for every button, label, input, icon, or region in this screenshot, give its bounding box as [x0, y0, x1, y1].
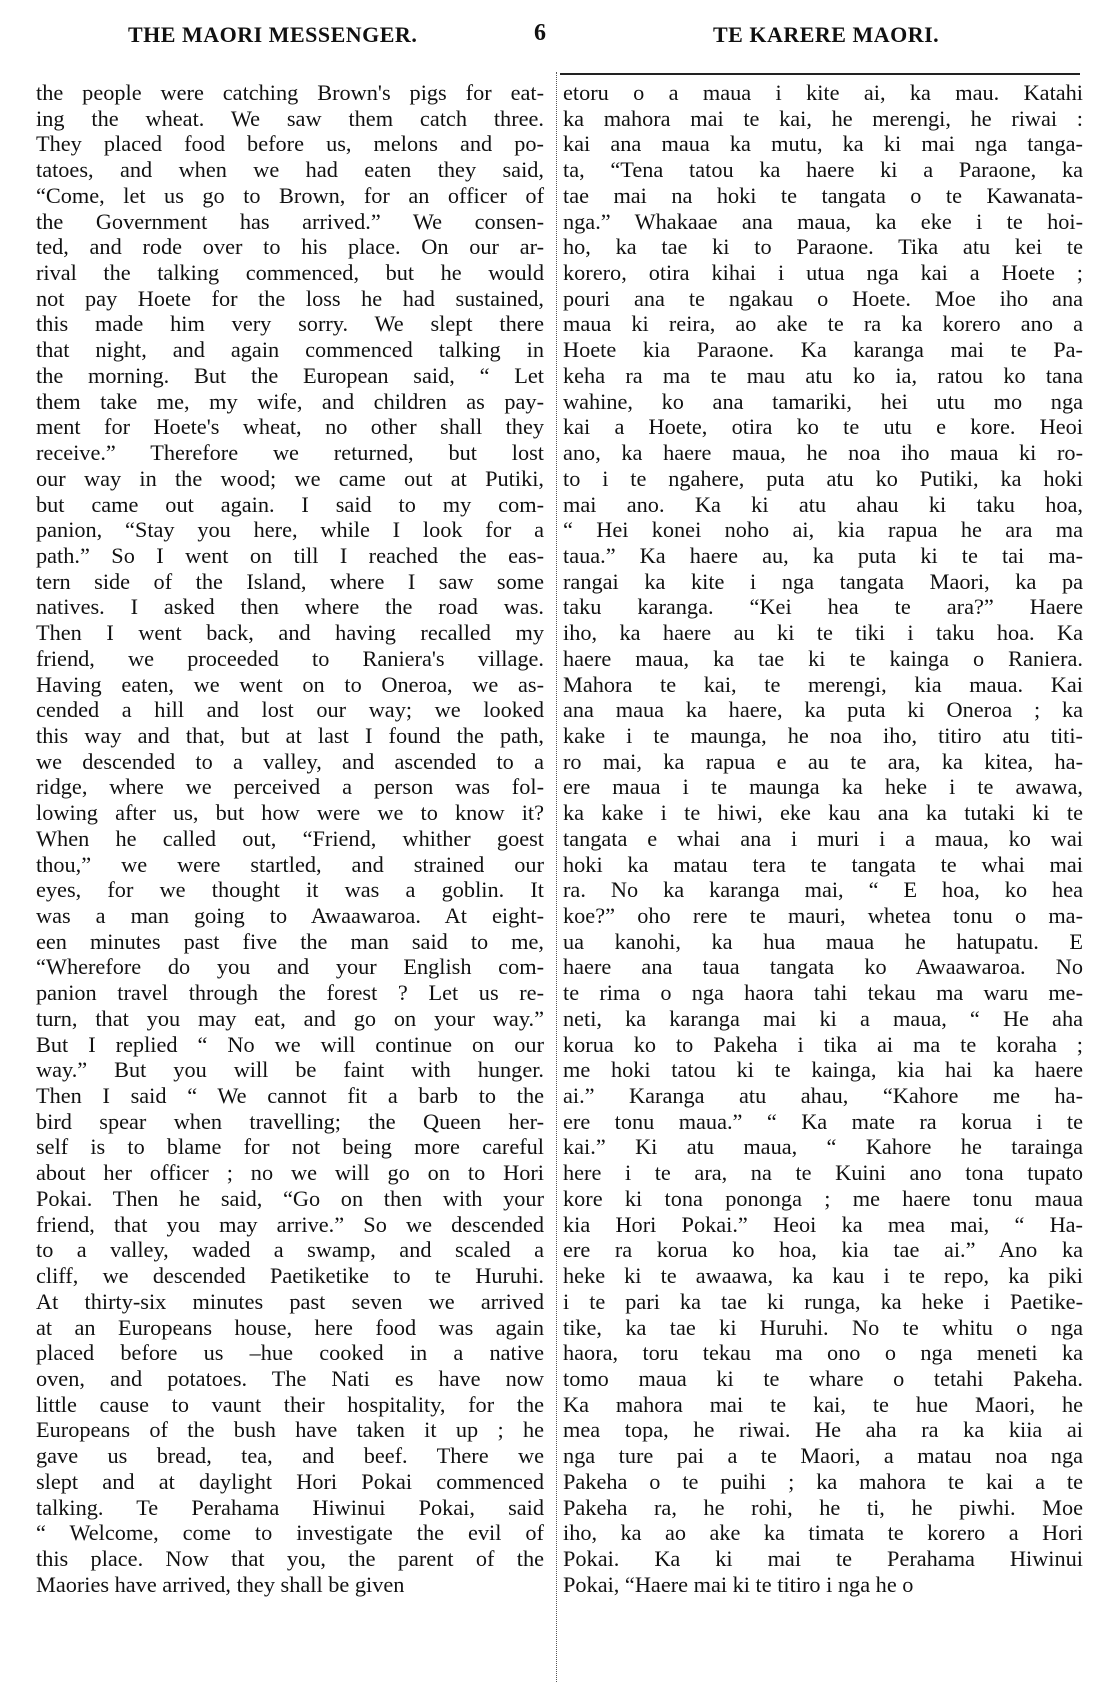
text-line: koe?” oho rere te mauri, whetea tonu o ma-: [563, 903, 1083, 928]
text-line: At thirty-six minutes past seven we arrived: [36, 1288, 544, 1314]
text-line: tatoes, and when we had eaten they said,: [36, 157, 544, 183]
text-line: kia Hori Pokai.” Heoi ka mea mai, “ Ha-: [563, 1211, 1083, 1237]
text-line: the morning. But the European said, “ Let: [36, 362, 544, 388]
text-line: friend, that you may arrive.” So we descended: [36, 1211, 544, 1237]
text-line: ai.” Karanga atu ahau, “Kahore me ha-: [563, 1083, 1083, 1109]
text-line: oven, and potatoes. The Nati es have now: [36, 1365, 544, 1391]
text-line: cliff, we descended Paetiketike to te Huruhi.: [36, 1263, 544, 1289]
text-line: heke ki te awaawa, ka kau i te repo, ka piki: [563, 1263, 1083, 1289]
text-line: “Come, let us go to Brown, for an officer of: [36, 182, 544, 208]
text-line: i te pari ka tae ki runga, ka heke i Paetike-: [563, 1288, 1083, 1314]
text-line: maua ki reira, ao ake te ra ka korero ano a: [563, 311, 1083, 337]
text-line: ka kake i te hiwi, eke kau ana ka tutaki ki te: [563, 800, 1083, 826]
text-line: tangata e whai ana i muri i a maua, ko wai: [563, 825, 1083, 851]
text-line: ing the wheat. We saw them catch three.: [36, 105, 544, 131]
text-line: to a valley, waded a swamp, and scaled a: [36, 1237, 544, 1263]
text-line: little cause to vaunt their hospitality, for the: [36, 1391, 544, 1417]
text-line: kai ana maua ka mutu, ka ki mai nga tanga-: [563, 131, 1083, 157]
text-line: korua ko to Pakeha i tika ai ma te koraha ;: [563, 1031, 1083, 1057]
text-line: Pakeha o te puihi ; ka mahora te kai a te: [563, 1468, 1083, 1494]
text-line: tomo maua ki te whare o tetahi Pakeha.: [563, 1365, 1083, 1391]
text-line: “ Welcome, come to investigate the evil of: [36, 1520, 544, 1546]
text-line: this place. Now that you, the parent of the: [36, 1545, 544, 1571]
text-line: not pay Hoete for the loss he had sustained,: [36, 285, 544, 311]
text-line: ted, and rode over to his place. On our ar-: [36, 234, 544, 260]
text-line: placed before us –hue cooked in a native: [36, 1340, 544, 1366]
text-line: Europeans of the bush have taken it up ; he: [36, 1417, 544, 1443]
text-line: “Wherefore do you and your English com-: [36, 954, 544, 980]
text-line: Then I said “ We cannot fit a barb to the: [36, 1083, 544, 1109]
text-line: here i te ara, na te Kuini ano tona tupato: [563, 1160, 1083, 1186]
text-line: pouri ana te ngakau o Hoete. Moe iho ana: [563, 285, 1083, 311]
text-line: about her officer ; no we will go on to Hori: [36, 1160, 544, 1186]
text-line: Then I went back, and having recalled my: [36, 620, 544, 646]
text-line: ra. No ka karanga mai, “ E hoa, ko hea: [563, 877, 1083, 903]
column-divider: [556, 72, 557, 1682]
text-line: kai a Hoete, otira ko te utu e kore. Heoi: [563, 414, 1083, 440]
text-line: was a man going to Awaawaroa. At eight-: [36, 903, 544, 928]
text-line: Pakeha ra, he rohi, he ti, he piwhi. Moe: [563, 1494, 1083, 1520]
text-line: panion, “Stay you here, while I look for a: [36, 517, 544, 543]
text-line: me hoki tatou ki te kainga, kia hai ka haere: [563, 1057, 1083, 1083]
text-line: iho, ka haere au ki te tiki i taku hoa. Ka: [563, 620, 1083, 646]
text-line: Pokai, “Haere mai ki te titiro i nga he o: [563, 1571, 914, 1597]
text-line: wahine, ko ana tamariki, hei utu mo nga: [563, 388, 1083, 414]
text-line: thou,” we were startled, and strained our: [36, 851, 544, 877]
text-line: etoru o a maua i kite ai, ka mau. Katahi: [563, 80, 1083, 105]
text-line: our way in the wood; we came out at Putiki,: [36, 465, 544, 491]
text-line: this made him very sorry. We slept there: [36, 311, 544, 337]
text-line: bird spear when travelling; the Queen her-: [36, 1108, 544, 1134]
text-line: Pokai. Ka ki mai te Perahama Hiwinui: [563, 1545, 1083, 1571]
text-line: ro mai, ka rapua e au te ara, ka kitea, ha-: [563, 748, 1083, 774]
text-line: friend, we proceeded to Raniera's village.: [36, 645, 544, 671]
text-line: kai.” Ki atu maua, “ Kahore he tarainga: [563, 1134, 1083, 1160]
text-line: talking. Te Perahama Hiwinui Pokai, said: [36, 1494, 544, 1520]
text-line: Mahora te kai, te merengi, kia maua. Kai: [563, 671, 1083, 697]
text-line: mea topa, he riwai. He aha ra ka kiia ai: [563, 1417, 1083, 1443]
text-line: panion travel through the forest ? Let us re-: [36, 980, 544, 1006]
text-line: hoki ka matau tera te tangata te whai mai: [563, 851, 1083, 877]
text-line: ka mahora mai te kai, he merengi, he riwai :: [563, 105, 1083, 131]
text-line: But I replied “ No we will continue on our: [36, 1031, 544, 1057]
text-line: self is to blame for not being more careful: [36, 1134, 544, 1160]
text-line: that night, and again commenced talking in: [36, 337, 544, 363]
text-line: natives. I asked then where the road was.: [36, 594, 544, 620]
text-line: neti, ka karanga mai ki a maua, “ He aha: [563, 1005, 1083, 1031]
text-line: lowing after us, but how were we to know it?: [36, 800, 544, 826]
text-line: receive.” Therefore we returned, but lost: [36, 440, 544, 466]
text-line: tern side of the Island, where I saw some: [36, 568, 544, 594]
text-line: kore ki tona pononga ; me haere tonu maua: [563, 1185, 1083, 1211]
text-line: taku karanga. “Kei hea te ara?” Haere: [563, 594, 1083, 620]
page-header: [28, 14, 1090, 54]
text-line: korero, otira kihai i utua nga kai a Hoete ;: [563, 260, 1083, 286]
text-line: kake i te maunga, he noa iho, titiro atu titi-: [563, 722, 1083, 748]
text-line: When he called out, “Friend, whither goest: [36, 825, 544, 851]
text-line: way.” But you will be faint with hunger.: [36, 1057, 544, 1083]
text-line: this way and that, but at last I found the path,: [36, 722, 544, 748]
text-line: tae mai na hoki te tangata o te Kawanata-: [563, 182, 1083, 208]
page-number: 6: [534, 20, 547, 46]
text-line: ano, ka haere maua, he noa iho maua ki ro-: [563, 440, 1083, 466]
text-line: ridge, where we perceived a person was fol-: [36, 774, 544, 800]
text-line: iho, ka ao ake ka timata te korero a Hori: [563, 1520, 1083, 1546]
text-line: rangai ka kite i nga tangata Maori, ka pa: [563, 568, 1083, 594]
maori-column: [563, 80, 1083, 1597]
text-line: Pokai. Then he said, “Go on then with your: [36, 1185, 544, 1211]
text-line: They placed food before us, melons and po-: [36, 131, 544, 157]
text-line: path.” So I went on till I reached the eas-: [36, 542, 544, 568]
text-line: te rima o nga haora tahi tekau ma waru me-: [563, 980, 1083, 1006]
text-line: them take me, my wife, and children as pay-: [36, 388, 544, 414]
text-line: haere maua, ka tae ki te kainga o Raniera.: [563, 645, 1083, 671]
text-line: Hoete kia Paraone. Ka karanga mai te Pa-: [563, 337, 1083, 363]
header-english-title: THE MAORI MESSENGER.: [128, 22, 418, 47]
text-line: we descended to a valley, and ascended to a: [36, 748, 544, 774]
text-line: gave us bread, tea, and beef. There we: [36, 1443, 544, 1469]
text-line: nga ture pai a te Maori, a matau noa nga: [563, 1443, 1083, 1469]
text-line: ua kanohi, ka hua maua he hatupatu. E: [563, 928, 1083, 954]
text-line: the Government has arrived.” We consen-: [36, 208, 544, 234]
text-line: Having eaten, we went on to Oneroa, we as-: [36, 671, 544, 697]
text-line: mai ano. Ka ki atu ahau ki taku hoa,: [563, 491, 1083, 517]
text-line: haora, toru tekau ma ono o nga meneti ka: [563, 1340, 1083, 1366]
text-line: eyes, for we thought it was a goblin. It: [36, 877, 544, 903]
text-line: ho, ka tae ki to Paraone. Tika atu kei te: [563, 234, 1083, 260]
text-line: cended a hill and lost our way; we looked: [36, 697, 544, 723]
text-line: slept and at daylight Hori Pokai commenced: [36, 1468, 544, 1494]
text-line: ana maua ka haere, ka puta ki Oneroa ; ka: [563, 697, 1083, 723]
text-line: the people were catching Brown's pigs for eat-: [36, 80, 544, 105]
text-line: taua.” Ka haere au, ka puta ki te tai ma-: [563, 542, 1083, 568]
header-rule: [560, 73, 1080, 75]
text-line: ere ra korua ko hoa, kia tae ai.” Ano ka: [563, 1237, 1083, 1263]
text-line: haere ana taua tangata ko Awaawaroa. No: [563, 954, 1083, 980]
text-line: at an Europeans house, here food was again: [36, 1314, 544, 1340]
text-line: rival the talking commenced, but he would: [36, 260, 544, 286]
text-line: nga.” Whakaae ana maua, ka eke i te hoi-: [563, 208, 1083, 234]
text-line: ere tonu maua.” “ Ka mate ra korua i te: [563, 1108, 1083, 1134]
text-line: Ka mahora mai te kai, te hue Maori, he: [563, 1391, 1083, 1417]
text-line: ment for Hoete's wheat, no other shall they: [36, 414, 544, 440]
text-line: “ Hei konei noho ai, kia rapua he ara ma: [563, 517, 1083, 543]
text-line: ere maua i te maunga ka heke i te awawa,: [563, 774, 1083, 800]
text-line: ta, “Tena tatou ka haere ki a Paraone, ka: [563, 157, 1083, 183]
text-line: Maories have arrived, they shall be given: [36, 1571, 405, 1597]
text-line: to i te ngahere, puta atu ko Putiki, ka hoki: [563, 465, 1083, 491]
text-line: tike, ka tae ki Huruhi. No te whitu o nga: [563, 1314, 1083, 1340]
text-line: but came out again. I said to my com-: [36, 491, 544, 517]
header-maori-title: TE KARERE MAORI.: [713, 22, 940, 47]
text-line: een minutes past five the man said to me,: [36, 928, 544, 954]
english-column: [36, 80, 544, 1597]
text-line: keha ra ma te mau atu ko ia, ratou ko tana: [563, 362, 1083, 388]
text-line: turn, that you may eat, and go on your way.”: [36, 1005, 544, 1031]
